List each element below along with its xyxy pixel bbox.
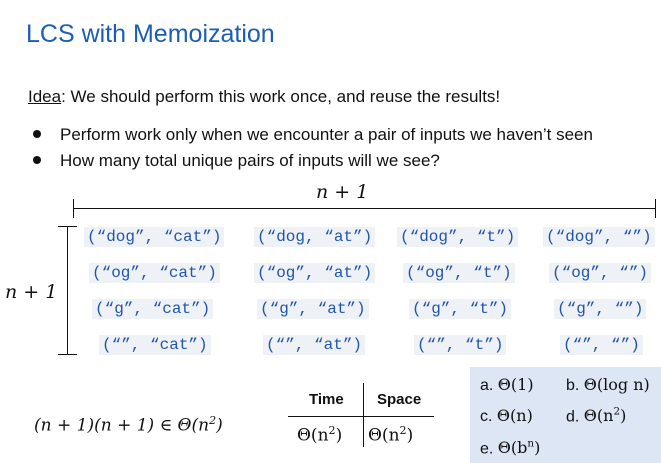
pair-cell: (“og”, “at”) [254, 263, 375, 283]
pair-cell: (“”, “t”) [414, 335, 506, 355]
choice-d-label: d. [566, 408, 580, 426]
table-space-value [368, 424, 413, 446]
bullet-dot-icon [33, 130, 41, 138]
choice-e-exponent: n [527, 438, 535, 450]
pair-cell: (“og”, “”) [549, 263, 651, 283]
complexity-exponent: 2 [209, 414, 217, 427]
pair-cell: (“dog”, “cat”) [84, 227, 224, 247]
dimension-top-line [73, 208, 656, 209]
bullet-item [33, 151, 440, 171]
choice-e-close: ) [534, 438, 541, 458]
pair-cell: (“g”, “t”) [409, 299, 511, 319]
choice-b-value: Θ(log n) [583, 375, 650, 394]
choice-e-value [498, 438, 541, 457]
pair-cell: (“og”, “cat”) [89, 263, 220, 283]
idea-line [28, 87, 500, 107]
pair-cell: (“”, “”) [560, 335, 643, 355]
choice-d-close: ) [620, 406, 627, 426]
dimension-left-label: n + 1 [5, 281, 58, 303]
choice-b [566, 375, 650, 395]
complexity-formula [34, 414, 223, 436]
page-title: LCS with Memoization [26, 20, 275, 48]
complexity-close: ) [216, 415, 223, 436]
bullet-item [33, 125, 593, 145]
table-space-exponent: 2 [399, 424, 407, 437]
choice-d-exponent: 2 [613, 406, 621, 418]
pair-cell: (“g”, “cat”) [92, 299, 213, 319]
pair-cell: (“dog, “at”) [254, 227, 375, 247]
dimension-top-tick-right [655, 199, 656, 218]
bullet-text: Perform work only when we encounter a pair of inputs we haven’t seen [60, 125, 593, 144]
dimension-left-line [67, 226, 68, 354]
choice-a-label: a. [480, 377, 494, 394]
table-space-close: ) [406, 425, 414, 446]
pair-cell: (“dog”, “t”) [397, 227, 518, 247]
choice-b-label: b. [566, 377, 580, 394]
table-header-space: Space [377, 391, 422, 408]
choice-a-value: Θ(1) [497, 375, 534, 394]
pair-cell: (“”, “at”) [263, 335, 365, 355]
table-time-base: Θ(n [297, 425, 329, 446]
pair-cell: (“g”, “at”) [257, 299, 369, 319]
table-time-close: ) [335, 425, 343, 446]
choice-a [480, 375, 534, 395]
table-time-exponent: 2 [328, 424, 336, 437]
choice-e-base: Θ(b [497, 438, 528, 458]
choice-c-value: Θ(n) [496, 406, 533, 425]
bullet-dot-icon [33, 156, 41, 164]
table-time-value [297, 424, 342, 446]
idea-text: : We should perform this work once, and reuse the results! [61, 87, 501, 106]
table-rule [288, 416, 434, 417]
choice-c [480, 406, 533, 426]
pair-cell: (“g”, “”) [554, 299, 646, 319]
bullet-text: How many total unique pairs of inputs will we see? [60, 151, 440, 170]
choice-e-label: e. [480, 440, 494, 458]
pair-cell: (“dog”, “”) [543, 227, 655, 247]
dimension-top-label: n + 1 [316, 181, 369, 203]
complexity-lhs: (n + 1)(n + 1) ∈ Θ(n [34, 415, 210, 436]
choice-c-label: c. [480, 408, 493, 425]
idea-label: Idea [28, 87, 62, 106]
dimension-left-tick-bottom [58, 354, 77, 355]
choice-d [566, 406, 626, 426]
dimension-top-tick-left [73, 199, 74, 218]
table-header-time: Time [309, 391, 344, 408]
dimension-left-tick-top [58, 226, 77, 227]
pair-cell: (“”, “cat”) [99, 335, 211, 355]
choice-d-value [584, 406, 627, 425]
table-space-base: Θ(n [368, 425, 400, 446]
choice-e [480, 438, 540, 458]
table-divider [363, 383, 364, 447]
pair-cell: (“og”, “t”) [403, 263, 515, 283]
choice-d-base: Θ(n [583, 406, 614, 426]
